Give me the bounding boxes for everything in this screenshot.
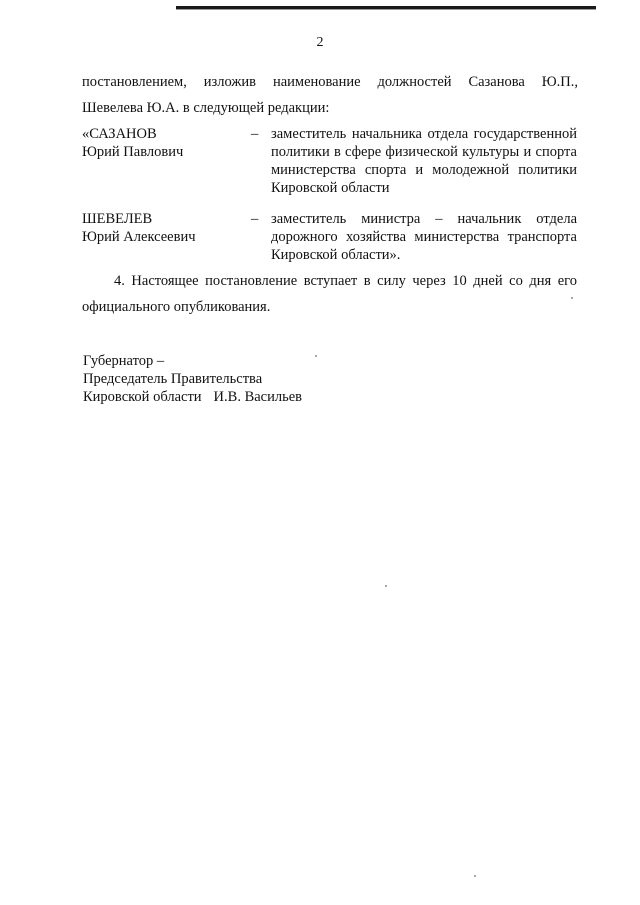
top-border-shadow — [176, 9, 596, 10]
scan-speck — [315, 355, 317, 357]
intro-word: Ю.П., — [541, 74, 578, 90]
scan-speck — [385, 585, 387, 587]
intro-word: постановлением, — [82, 74, 187, 90]
entry-surname: «САЗАНОВ — [82, 126, 157, 142]
entry-description-line: Кировской области». — [271, 247, 401, 263]
clause-4-line-2: официального опубликования. — [82, 299, 271, 315]
entry-description-line: политики в сфере физической культуры и спорта — [271, 144, 577, 160]
intro-line-2: Шевелева Ю.А. в следующей редакции: — [82, 100, 330, 116]
scan-speck — [474, 875, 476, 877]
entry-name-block — [82, 210, 252, 246]
intro-word: должностей — [377, 74, 452, 90]
entry-description-line: заместитель начальника отдела государственной — [271, 126, 577, 142]
signature-title-governor: Губернатор – — [83, 353, 165, 369]
entry-description-line: министерства спорта и молодежной политики — [271, 162, 577, 178]
entry-name-block — [82, 125, 252, 161]
intro-word: наименование — [272, 74, 361, 90]
signature-region-line — [83, 388, 302, 406]
signature-block — [83, 352, 302, 406]
signature-title-chairman: Председатель Правительства — [83, 371, 263, 387]
scan-speck — [571, 297, 573, 299]
intro-line-1 — [82, 73, 578, 91]
clause-4-line-1: 4. Настоящее постановление вступает в силу через 10 дней со дня его — [114, 273, 577, 289]
entry-dash: – — [251, 126, 259, 142]
entry-description-line: Кировской области — [271, 180, 390, 196]
entry-description — [271, 210, 577, 264]
entry-given-names: Юрий Павлович — [82, 144, 184, 160]
entry-description-line: заместитель министра – начальник отдела — [271, 211, 577, 227]
entry-description — [271, 125, 577, 197]
intro-word: Сазанова — [468, 74, 525, 90]
intro-word: изложив — [203, 74, 257, 90]
signature-name: И.В. Васильев — [213, 389, 302, 405]
page-number: 2 — [316, 35, 324, 50]
entry-description-line: дорожного хозяйства министерства транспорта — [271, 229, 577, 245]
entry-surname: ШЕВЕЛЕВ — [82, 211, 153, 227]
entry-dash: – — [251, 211, 259, 227]
signature-region: Кировской области — [83, 389, 202, 405]
entry-given-names: Юрий Алексеевич — [82, 229, 196, 245]
